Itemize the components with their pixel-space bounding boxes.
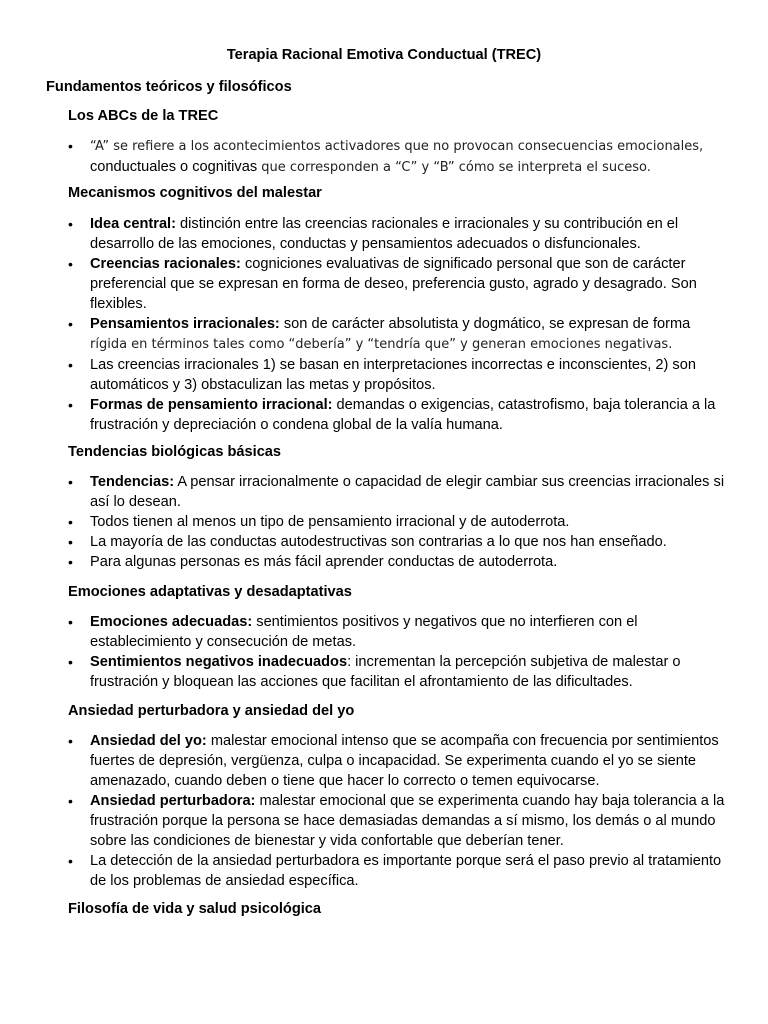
item-text: La mayoría de las conductas autodestructivas son contrarias a lo que nos han enseñado.	[90, 534, 667, 550]
list-item	[68, 652, 728, 692]
abc-text-1: “A” se refiere a los acontecimientos activadores que no provocan consecuencias emocionales,	[90, 139, 704, 154]
item-text: son de carácter absolutista y dogmático, se expresan de forma	[279, 316, 691, 332]
item-label: Creencias racionales:	[90, 256, 241, 272]
item-text: Las creencias irracionales 1) se basan en interpretaciones incorrectas e inconscientes, 2) son automáticos y 3) obstaculizan las metas y propósitos.	[90, 357, 696, 393]
list-item	[68, 612, 728, 652]
item-label: Ansiedad perturbadora:	[90, 793, 256, 809]
list-abc	[68, 136, 728, 178]
item-label: Sentimientos negativos inadecuados	[90, 654, 348, 670]
list-mecanismos	[68, 214, 728, 435]
document-title: Terapia Racional Emotiva Conductual (TREC)	[226, 47, 542, 63]
item-label: Formas de pensamiento irracional:	[90, 397, 333, 413]
heading-abc: Los ABCs de la TREC	[68, 108, 219, 124]
item-label: Ansiedad del yo:	[90, 733, 207, 749]
item-text: : incrementan la percepción subjetiva de malestar o frustración y bloquean las acciones que facilitan el afrontamiento de las dificultades.	[90, 654, 681, 690]
list-tendencias	[68, 472, 728, 572]
item-text: malestar emocional intenso que se acompaña con frecuencia por sentimientos fuertes de depresión, vergüenza, culpa o incapacidad. Se experimenta cuando el yo se siente amenazado, cuando deben o tiene que hacer lo correcto o temen equivocarse.	[90, 733, 719, 789]
list-item	[68, 731, 728, 791]
list-emociones	[68, 612, 728, 692]
item-text: Para algunas personas es más fácil aprender conductas de autoderrota.	[90, 554, 558, 570]
item-text-alt: rígida en términos tales como “debería” y “tendría que” y generan emociones negativas.	[90, 337, 673, 352]
item-text: distinción entre las creencias racionales e irracionales y su contribución en el desarrollo de las emociones, conductas y pensamientos adecuados o disfuncionales.	[90, 216, 679, 252]
list-item	[68, 355, 728, 395]
list-item	[68, 851, 728, 891]
list-ansiedad	[68, 731, 728, 891]
item-text: Todos tienen al menos un tipo de pensamiento irracional y de autoderrota.	[90, 514, 570, 530]
item-text: sentimientos positivos y negativos que no interfieren con el establecimiento y consecución de metas.	[90, 614, 638, 650]
list-item	[68, 791, 728, 851]
heading-tendencias: Tendencias biológicas básicas	[68, 444, 282, 460]
item-label: Tendencias:	[90, 474, 175, 490]
item-text: A pensar irracionalmente o capacidad de elegir cambiar sus creencias irracionales si así lo desean.	[90, 474, 725, 510]
heading-mecanismos: Mecanismos cognitivos del malestar	[68, 185, 322, 201]
item-label: Emociones adecuadas:	[90, 614, 253, 630]
item-label: Pensamientos irracionales:	[90, 316, 280, 332]
list-item	[68, 395, 728, 435]
heading-ansiedad: Ansiedad perturbadora y ansiedad del yo	[68, 703, 355, 719]
item-text: La detección de la ansiedad perturbadora es importante porque será el paso previo al tratamiento de los problemas de ansiedad específica.	[90, 853, 722, 889]
list-item	[68, 512, 728, 532]
abc-text-3: que corresponden a “C” y “B” cómo se interpreta el suceso.	[257, 160, 651, 175]
item-label: Idea central:	[90, 216, 176, 232]
heading-emociones: Emociones adaptativas y desadaptativas	[68, 584, 352, 600]
section-heading: Fundamentos teóricos y filosóficos	[46, 79, 292, 95]
list-item	[68, 532, 728, 552]
abc-text-2: conductuales o cognitivas	[90, 159, 258, 175]
list-item	[68, 254, 728, 314]
list-item	[68, 214, 728, 254]
list-item	[68, 472, 728, 512]
item-text: demandas o exigencias, catastrofismo, baja tolerancia a la frustración y depreciación o condena global de la valía humana.	[90, 397, 716, 433]
heading-filosofia: Filosofía de vida y salud psicológica	[68, 901, 322, 917]
item-text: cogniciones evaluativas de significado personal que son de carácter preferencial que se expresan en forma de deseo, preferencia gusto, agrado y desagrado. Son flexibles.	[90, 256, 697, 312]
item-text: malestar emocional que se experimenta cuando hay baja tolerancia a la frustración porque la persona se hace demasiadas demandas a sí mismo, los demás o al mundo sobre las condiciones de bienestar y vida confortable que deberían tener.	[90, 793, 725, 849]
list-item	[68, 552, 728, 572]
list-item	[68, 314, 728, 355]
list-item	[68, 136, 728, 178]
